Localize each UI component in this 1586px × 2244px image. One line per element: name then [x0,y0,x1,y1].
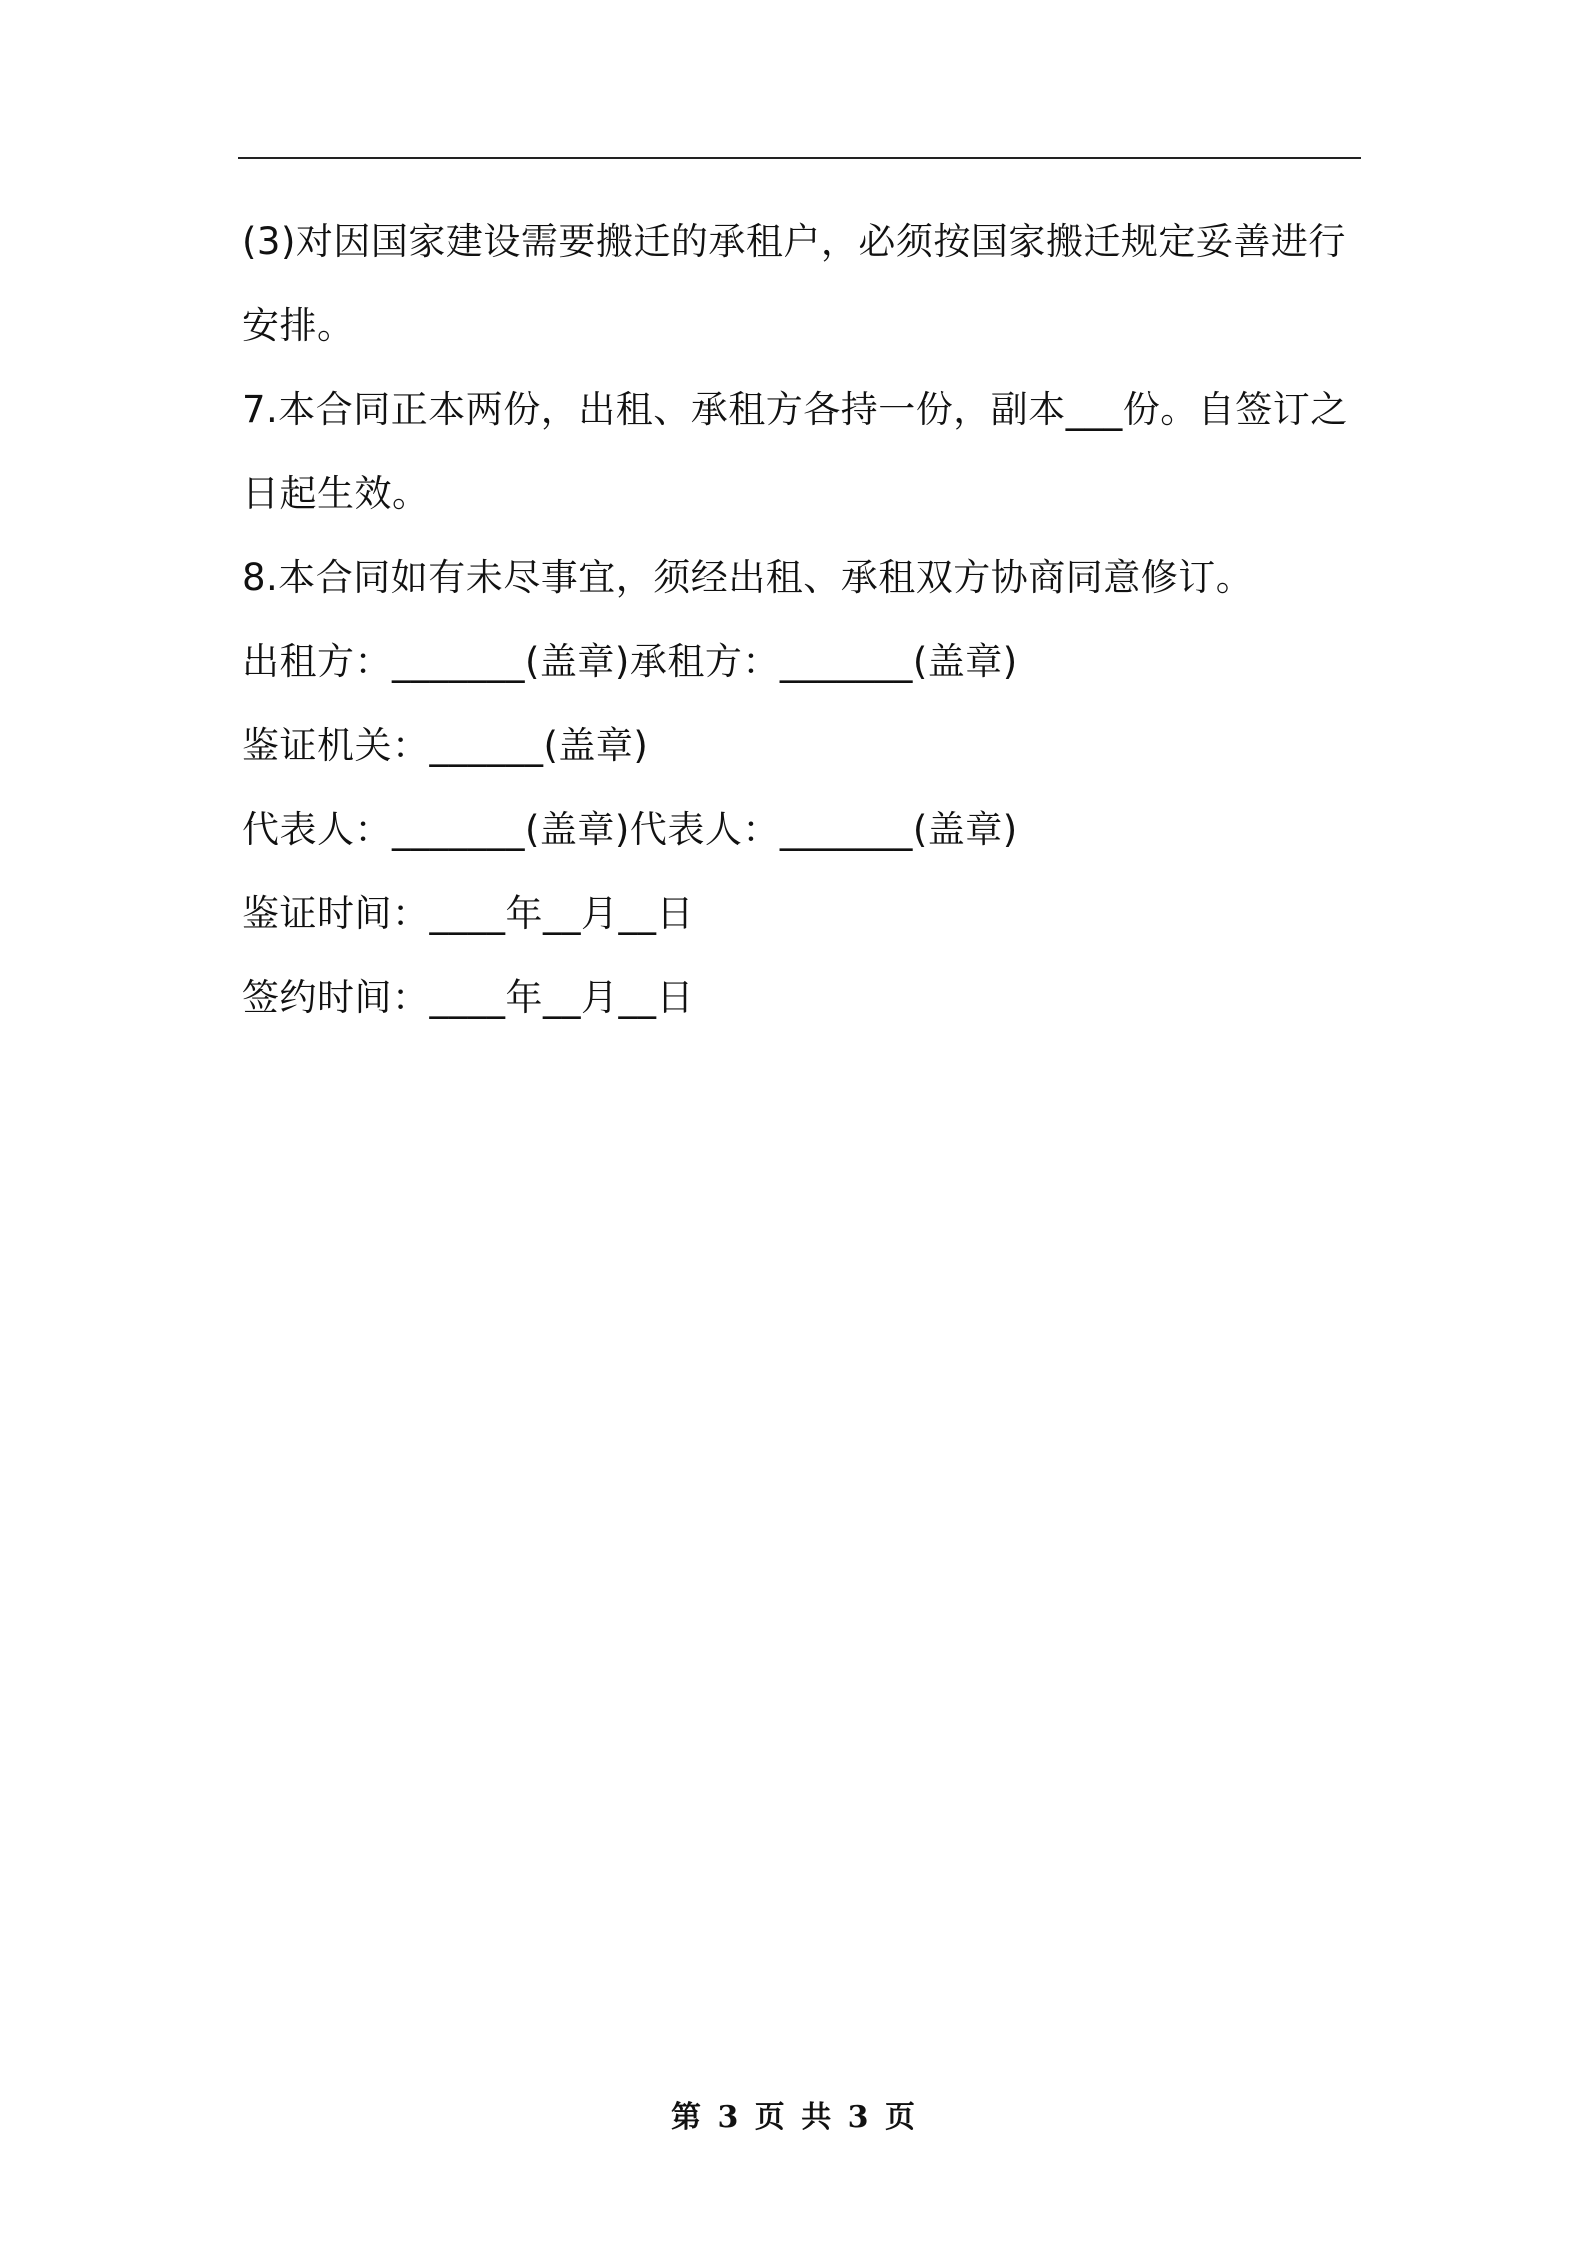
signing-date: 签约时间：____年__月__日 [242,976,694,1019]
document-body [242,200,1362,1040]
signature-authentication-authority: 鉴证机关：______(盖章) [242,724,649,767]
signature-representatives: 代表人：_______(盖章)代表人：_______(盖章) [242,808,1018,851]
signature-lessor-lessee: 出租方：_______(盖章)承租方：_______(盖章) [242,640,1018,683]
header-rule [238,157,1361,159]
paragraph-copies-clause: 7.本合同正本两份，出租、承租方各持一份，副本___份。自签订之日起生效。 [242,388,1348,515]
paragraph-amendment-clause: 8.本合同如有未尽事宜，须经出租、承租双方协商同意修订。 [242,556,1254,599]
paragraph-relocation-clause: (3)对因国家建设需要搬迁的承租户，必须按国家搬迁规定妥善进行安排。 [242,220,1346,347]
page-number-footer: 第 3 页 共 3 页 [671,2100,915,2135]
authentication-date: 鉴证时间：____年__月__日 [242,892,694,935]
